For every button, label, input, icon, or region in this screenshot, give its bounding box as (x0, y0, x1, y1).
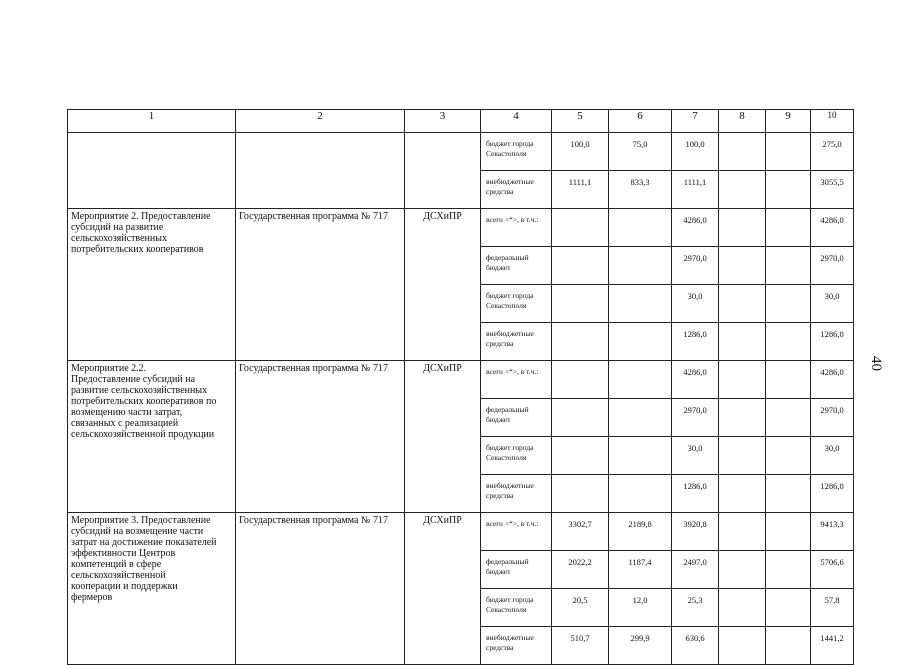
amount-cell (719, 133, 766, 171)
amount-cell (766, 209, 811, 247)
funding-source-cell: бюджет города Севастополя (481, 285, 552, 323)
funding-source-cell: бюджет города Севастополя (481, 437, 552, 475)
amount-cell (552, 399, 609, 437)
funding-source-cell: всего <*>, в т.ч.: (481, 209, 552, 247)
measure-cell (68, 513, 236, 665)
amount-cell: 2497,0 (672, 551, 719, 589)
amount-cell (719, 627, 766, 665)
amount-cell: 30,0 (672, 285, 719, 323)
amount-cell: 30,0 (811, 285, 854, 323)
amount-cell (609, 437, 672, 475)
header-cell: 2 (236, 110, 405, 133)
amount-cell (719, 399, 766, 437)
amount-cell: 1286,0 (811, 475, 854, 513)
measure-line: Предоставление субсидий на (71, 374, 196, 385)
header-cell: 9 (766, 110, 811, 133)
amount-cell: 30,0 (811, 437, 854, 475)
measure-line: связанных с реализацией (71, 418, 179, 429)
funding-source-cell: бюджет города Севастополя (481, 133, 552, 171)
funding-source-cell: бюджет города Севастополя (481, 589, 552, 627)
amount-cell: 4286,0 (672, 361, 719, 399)
measure-cell (68, 209, 236, 361)
amount-cell: 2022,2 (552, 551, 609, 589)
header-cell: 7 (672, 110, 719, 133)
amount-cell (552, 361, 609, 399)
table-body (68, 110, 854, 665)
amount-cell (766, 475, 811, 513)
amount-cell: 299,9 (609, 627, 672, 665)
funding-source-cell: внебюджетные средства (481, 171, 552, 209)
amount-cell (609, 475, 672, 513)
table-row (68, 209, 854, 247)
amount-cell: 12,0 (609, 589, 672, 627)
measure-line: Мероприятие 2.2. (71, 363, 147, 374)
executor-cell: ДСХиПР (405, 209, 481, 361)
amount-cell (609, 285, 672, 323)
funding-source-cell: всего <*>, в т.ч.: (481, 513, 552, 551)
amount-cell: 1111,1 (672, 171, 719, 209)
table-row (68, 133, 854, 171)
amount-cell: 3055,5 (811, 171, 854, 209)
funding-source-cell: федеральный бюджет (481, 399, 552, 437)
amount-cell: 4286,0 (811, 361, 854, 399)
amount-cell: 1286,0 (811, 323, 854, 361)
amount-cell: 9413,3 (811, 513, 854, 551)
amount-cell (609, 361, 672, 399)
amount-cell (766, 323, 811, 361)
header-cell: 4 (481, 110, 552, 133)
amount-cell: 630,6 (672, 627, 719, 665)
header-row (68, 110, 854, 133)
amount-cell (766, 133, 811, 171)
amount-cell: 75,0 (609, 133, 672, 171)
amount-cell (766, 437, 811, 475)
measure-line: субсидий на возмещение части (71, 526, 204, 537)
funding-source-cell: внебюджетные средства (481, 323, 552, 361)
measure-line: Мероприятие 3. Предоставление (71, 515, 211, 526)
amount-cell (719, 589, 766, 627)
header-cell: 3 (405, 110, 481, 133)
amount-cell: 833,3 (609, 171, 672, 209)
measure-line: эффективности Центров (71, 548, 176, 559)
amount-cell (719, 475, 766, 513)
amount-cell: 5706,6 (811, 551, 854, 589)
executor-cell: ДСХиПР (405, 361, 481, 513)
measure-line: кооперации и поддержки (71, 581, 178, 592)
measure-line: потребительских кооперативов по (71, 396, 217, 407)
amount-cell (609, 209, 672, 247)
header-cell: 8 (719, 110, 766, 133)
amount-cell: 3302,7 (552, 513, 609, 551)
measure-cell (68, 133, 236, 209)
amount-cell (552, 437, 609, 475)
program-cell: Государственная программа № 717 (236, 513, 405, 665)
amount-cell (766, 589, 811, 627)
table-row (68, 513, 854, 551)
amount-cell: 4286,0 (811, 209, 854, 247)
amount-cell (609, 399, 672, 437)
measure-line: компетенций в сфере (71, 559, 162, 570)
amount-cell: 100,0 (552, 133, 609, 171)
amount-cell: 510,7 (552, 627, 609, 665)
amount-cell: 20,5 (552, 589, 609, 627)
amount-cell (552, 323, 609, 361)
amount-cell: 275,0 (811, 133, 854, 171)
amount-cell (719, 361, 766, 399)
measure-line: сельскохозяйственной (71, 570, 166, 581)
amount-cell (552, 285, 609, 323)
amount-cell: 2970,0 (811, 247, 854, 285)
amount-cell (766, 551, 811, 589)
budget-table (67, 109, 854, 665)
amount-cell: 2189,8 (609, 513, 672, 551)
funding-source-cell: федеральный бюджет (481, 551, 552, 589)
program-cell (236, 133, 405, 209)
measure-line: возмещению части затрат, (71, 407, 183, 418)
amount-cell (719, 551, 766, 589)
amount-cell (552, 209, 609, 247)
amount-cell: 3920,8 (672, 513, 719, 551)
amount-cell: 57,8 (811, 589, 854, 627)
amount-cell: 100,0 (672, 133, 719, 171)
executor-cell: ДСХиПР (405, 513, 481, 665)
measure-line: субсидий на развитие (71, 222, 164, 233)
measure-line: сельскохозяйственной продукции (71, 429, 215, 440)
amount-cell (766, 513, 811, 551)
amount-cell (719, 323, 766, 361)
program-cell: Государственная программа № 717 (236, 209, 405, 361)
funding-source-cell: всего <*>, в т.ч.: (481, 361, 552, 399)
executor-cell (405, 133, 481, 209)
amount-cell: 2970,0 (672, 247, 719, 285)
amount-cell (719, 437, 766, 475)
measure-line: сельскохозяйственных (71, 233, 167, 244)
measure-line: затрат на достижение показателей (71, 537, 217, 548)
measure-cell (68, 361, 236, 513)
page-number: 40 (868, 356, 884, 371)
funding-source-cell: федеральный бюджет (481, 247, 552, 285)
amount-cell: 1441,2 (811, 627, 854, 665)
program-cell: Государственная программа № 717 (236, 361, 405, 513)
amount-cell: 2970,0 (811, 399, 854, 437)
amount-cell: 25,3 (672, 589, 719, 627)
amount-cell: 30,0 (672, 437, 719, 475)
amount-cell (552, 475, 609, 513)
header-cell: 5 (552, 110, 609, 133)
amount-cell (766, 627, 811, 665)
amount-cell (552, 247, 609, 285)
amount-cell (719, 247, 766, 285)
measure-line: фермеров (71, 592, 113, 603)
measure-line: потребительских кооперативов (71, 244, 204, 255)
header-cell: 10 (811, 110, 854, 133)
header-cell: 6 (609, 110, 672, 133)
amount-cell (766, 171, 811, 209)
amount-cell (719, 209, 766, 247)
amount-cell: 1286,0 (672, 323, 719, 361)
amount-cell (609, 323, 672, 361)
measure-line: развитие сельскохозяйственных (71, 385, 208, 396)
header-cell: 1 (68, 110, 236, 133)
measure-line: Мероприятие 2. Предоставление (71, 211, 211, 222)
amount-cell (719, 285, 766, 323)
amount-cell (766, 285, 811, 323)
amount-cell: 1111,1 (552, 171, 609, 209)
amount-cell: 2970,0 (672, 399, 719, 437)
amount-cell: 1286,0 (672, 475, 719, 513)
amount-cell (766, 399, 811, 437)
amount-cell: 1187,4 (609, 551, 672, 589)
amount-cell (719, 171, 766, 209)
table-row (68, 361, 854, 399)
amount-cell (609, 247, 672, 285)
amount-cell: 4286,0 (672, 209, 719, 247)
amount-cell (719, 513, 766, 551)
amount-cell (766, 247, 811, 285)
funding-source-cell: внебюджетные средства (481, 475, 552, 513)
amount-cell (766, 361, 811, 399)
funding-source-cell: внебюджетные средства (481, 627, 552, 665)
